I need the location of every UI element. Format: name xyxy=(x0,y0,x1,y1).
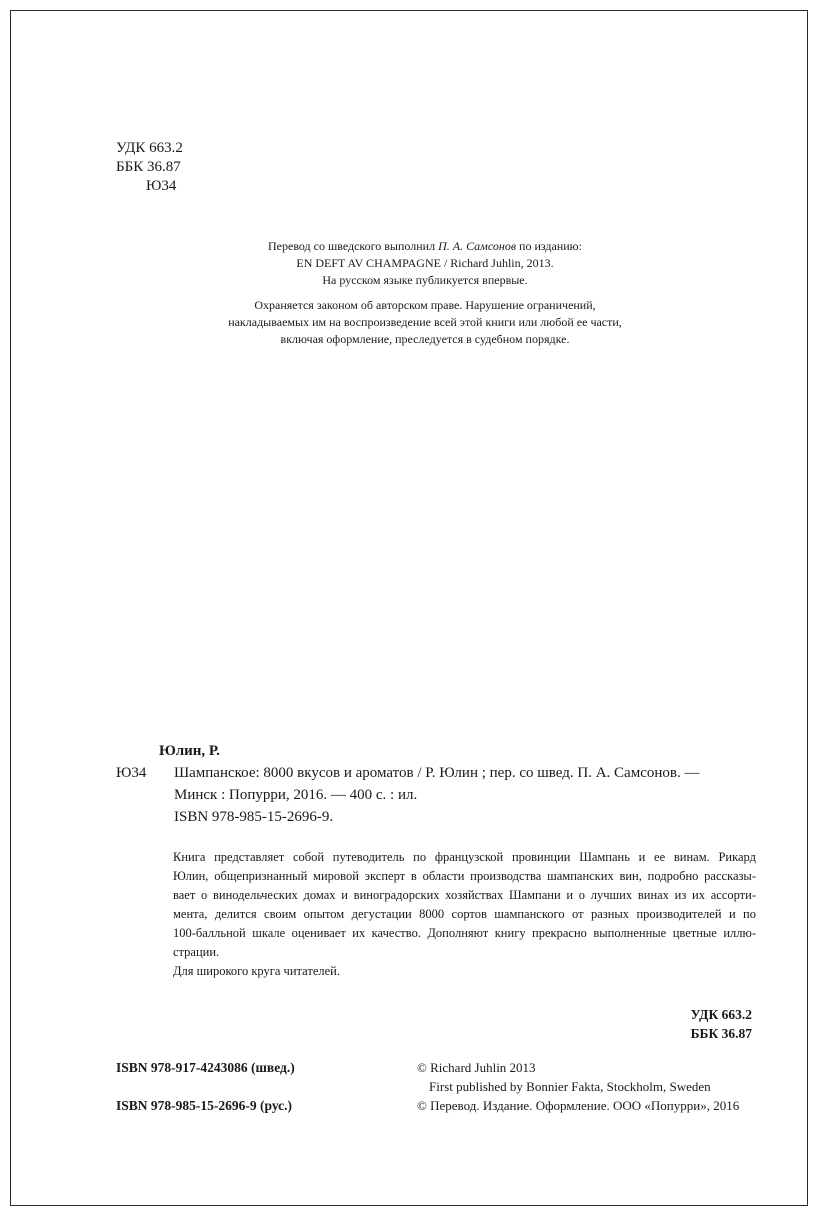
copyright-block xyxy=(417,1058,739,1115)
first-publication-note: На русском языке публикуется впервые. xyxy=(322,273,528,287)
catalog-title: Шампанское: 8000 вкусов и ароматов / Р. Юлин ; пер. со швед. П. А. Самсонов. — xyxy=(174,765,700,781)
annotation-line-4: мента, делится своим опытом дегустации 8000 сортов шампанского от разных производителей и по xyxy=(173,907,756,921)
first-published-note: First published by Bonnier Fakta, Stockholm, Sweden xyxy=(429,1079,711,1094)
bbk-code: ББК 36.87 xyxy=(116,159,181,175)
bottom-udk-code: УДК 663.2 xyxy=(690,1007,752,1022)
copyright-translation: © Перевод. Издание. Оформление. ООО «Попурри», 2016 xyxy=(417,1098,740,1113)
catalog-record xyxy=(116,740,756,828)
original-edition: EN DEFT AV CHAMPAGNE / Richard Juhlin, 2013. xyxy=(296,256,554,270)
catalog-isbn: ISBN 978-985-15-2696-9. xyxy=(174,809,334,825)
annotation-line-3: вает о винодельческих домах и виноградорских хозяйствах Шампани и о лучших винах из их ассорти- xyxy=(173,888,756,902)
catalog-author: Юлин, Р. xyxy=(159,743,220,759)
isbn-swedish: ISBN 978-917-4243086 (швед.) xyxy=(116,1060,295,1075)
translation-line-1 xyxy=(180,238,670,255)
author-mark: Ю34 xyxy=(146,178,177,194)
copyright-notice-line-1: Охраняется законом об авторском праве. Нарушение ограничений, xyxy=(254,298,596,312)
isbn-russian: ISBN 978-985-15-2696-9 (рус.) xyxy=(116,1098,293,1113)
translator-name: П. А. Самсонов xyxy=(438,239,517,253)
annotation-line-1: Книга представляет собой путеводитель по французской провинции Шампань и ее винам. Рикард xyxy=(173,850,756,864)
annotation-line-2: Юлин, общепризнанный мировой эксперт в области производства шампанских вин, подробно рассказы- xyxy=(173,869,756,883)
bottom-classification-codes xyxy=(691,1005,752,1043)
udk-code: УДК 663.2 xyxy=(116,140,183,156)
catalog-imprint: Минск : Попурри, 2016. — 400 с. : ил. xyxy=(174,787,418,803)
top-classification-codes xyxy=(116,139,183,196)
translation-prefix: Перевод со шведского выполнил xyxy=(268,239,436,253)
catalog-title-row xyxy=(116,762,756,784)
copyright-original: © Richard Juhlin 2013 xyxy=(417,1060,536,1075)
annotation-audience: Для широкого круга читателей. xyxy=(173,964,340,978)
annotation-line-6: страции. xyxy=(173,945,220,959)
catalog-code: Ю34 xyxy=(116,765,147,781)
bottom-bbk-code: ББК 36.87 xyxy=(690,1026,752,1041)
annotation-line-5: 100-балльной шкале оценивает их качество. Дополняют книгу прекрасно выполненные цветные иллю- xyxy=(173,926,756,940)
translation-suffix: по изданию: xyxy=(519,239,582,253)
translation-note xyxy=(180,238,670,348)
annotation xyxy=(173,848,756,981)
copyright-notice-line-2: накладываемых им на воспроизведение всей этой книги или любой ее части, xyxy=(228,315,622,329)
copyright-notice-line-3: включая оформление, преследуется в судебном порядке. xyxy=(280,332,570,346)
